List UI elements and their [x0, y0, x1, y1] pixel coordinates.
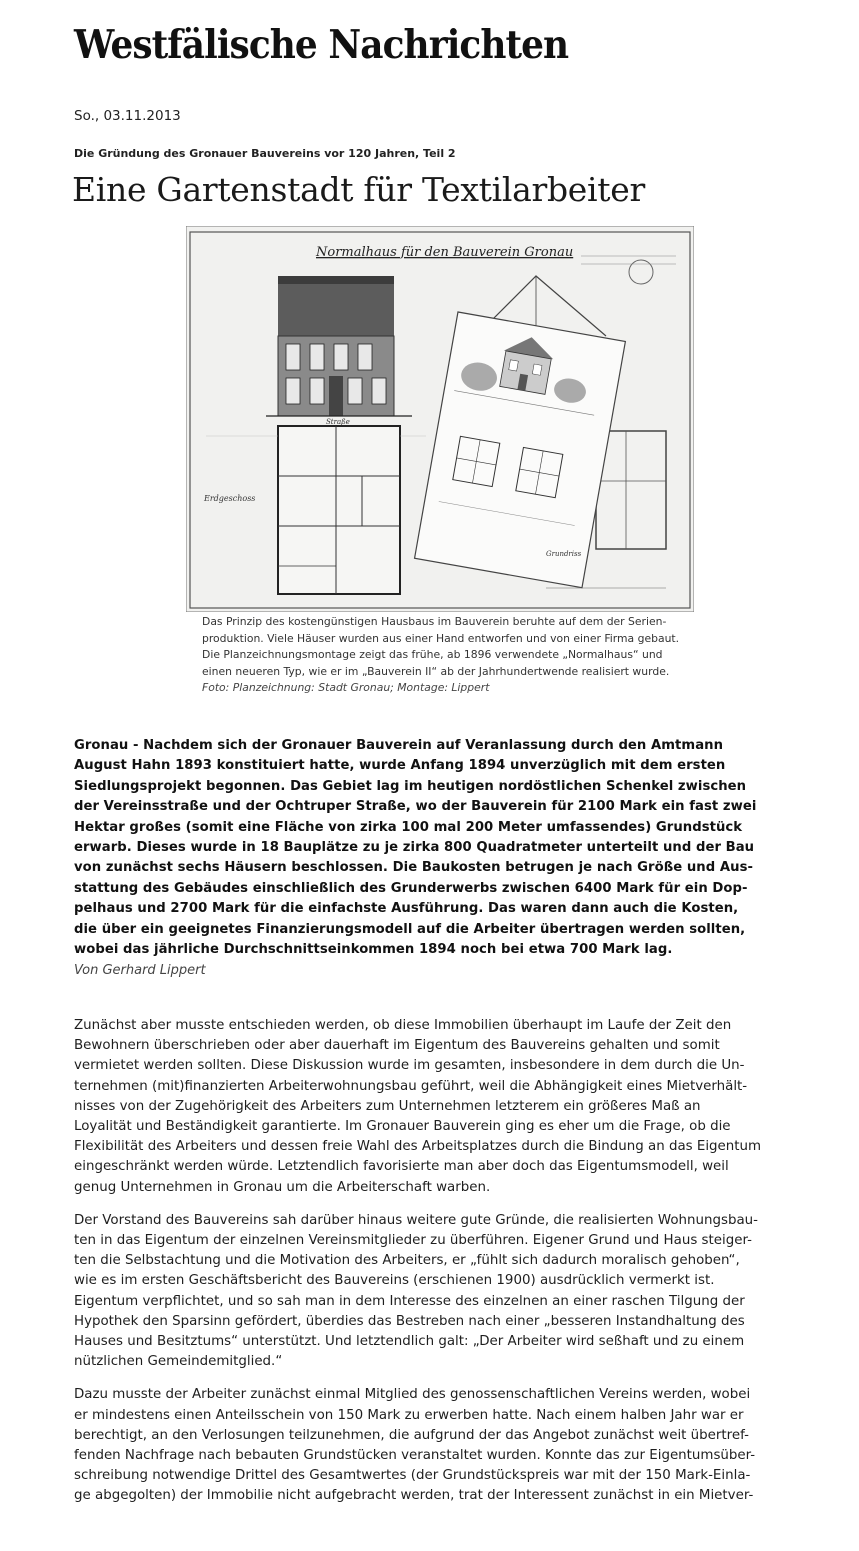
masthead: Westfälische Nachrichten — [74, 22, 569, 68]
architectural-drawing-image — [186, 226, 694, 612]
lead-line: wobei das jährliche Durchschnittseinkommen 1894 noch bei etwa 700 Mark lag. — [74, 942, 673, 958]
lead-line: pelhaus und 2700 Mark für die einfachste Ausführung. Das waren dann auch die Kosten, — [74, 901, 739, 917]
body-line: genug Unternehmen in Gronau um die Arbeiterschaft warben. — [74, 1179, 491, 1195]
body-line: Loyalität und Beständigkeit garantierte. Im Gronauer Bauverein ging es eher um die Frage, ob die — [74, 1119, 731, 1135]
body-paragraph-1 — [74, 1016, 804, 1198]
lead-line: Siedlungsprojekt begonnen. Das Gebiet lag im heutigen nordöstlichen Schenkel zwischen — [74, 778, 747, 794]
caption-line: Das Prinzip des kostengünstigen Hausbaus im Bauverein beruhte auf dem der Serien- — [202, 615, 667, 628]
lead-line: der Vereinsstraße und der Ochtruper Straße, wo der Bauverein für 2100 Mark ein fast zwei — [74, 799, 757, 815]
article-date: So., 03.11.2013 — [74, 108, 181, 124]
body-line: ge abgegolten) der Immobilie nicht aufgebracht werden, trat der Interessent zunächst in ein Mietver- — [74, 1488, 754, 1504]
body-line: schreibung notwendige Drittel des Gesamtwertes (der Grundstückspreis war mit der 150 Mark-Einla- — [74, 1468, 751, 1484]
body-line: berechtigt, an den Verlosungen teilzunehmen, die aufgrund der das Angebot zunächst weit übertref- — [74, 1427, 749, 1443]
photo-credit: Foto: Planzeichnung: Stadt Gronau; Montage: Lippert — [202, 681, 490, 695]
body-line: ten in das Eigentum der einzelnen Vereinsmitglieder zu überführen. Eigener Grund und Haus steiger- — [74, 1233, 752, 1249]
lead-line: stattung des Gebäudes einschließlich des Grunderwerbs zwischen 6400 Mark für ein Dop- — [74, 880, 748, 896]
body-line: nützlichen Gemeindemitglied.“ — [74, 1354, 283, 1370]
body-line: vermietet werden sollten. Diese Diskussion wurde im gesamten, insbesondere in dem durch die Un- — [74, 1058, 745, 1074]
lead-line: die über ein geeignetes Finanzierungsmodell auf die Arbeiter übertragen werden sollten, — [74, 921, 746, 937]
lead-line: von zunächst sechs Häusern beschlossen. Die Baukosten betrugen je nach Größe und Aus- — [74, 860, 753, 876]
drawing-title: Normalhaus für den Bauverein Gronau — [316, 245, 574, 260]
figure-caption — [202, 614, 702, 697]
body-line: ten die Selbstachtung und die Motivation des Arbeiters, er „fühlt sich dadurch moralisch gehoben“, — [74, 1253, 740, 1269]
body-line: Hypothek den Sparsinn gefördert, überdies das Bestreben nach einer „besseren Instandhaltung des — [74, 1313, 745, 1329]
label-strasse: Straße — [326, 418, 350, 426]
lead-line: Hektar großes (somit eine Fläche von zirka 100 mal 200 Meter umfassendes) Grundstück — [74, 819, 743, 835]
lead-line: August Hahn 1893 konstituiert hatte, wurde Anfang 1894 unverzüglich mit dem ersten — [74, 758, 726, 774]
lead-line: Gronau - Nachdem sich der Gronauer Bauverein auf Veranlassung durch den Amtmann — [74, 738, 724, 753]
body-line: Flexibilität des Arbeiters und dessen freie Wahl des Arbeitsplatzes durch die Bindung an das Eigentum — [74, 1139, 762, 1155]
body-paragraph-3 — [74, 1385, 804, 1506]
caption-line: einen neueren Typ, wie er im „Bauverein II“ ab der Jahrhundertwende realisiert wurde. — [202, 664, 670, 678]
article-body — [74, 1016, 804, 1520]
body-line: Der Vorstand des Bauvereins sah darüber hinaus weitere gute Gründe, die realisierten Wohnungsbau- — [74, 1212, 758, 1228]
body-line: Hauses und Besitztums“ unterstützt. Und letztendlich galt: „Der Arbeiter wird seßhaft und zu einem — [74, 1334, 745, 1350]
body-line: ternehmen (mit)finanzierten Arbeiterwohnungsbau geführt, weil die Abhängigkeit eines Mietverhält- — [74, 1078, 748, 1094]
headline: Eine Gartenstadt für Textilarbeiter — [72, 170, 645, 209]
body-line: er mindestens einen Anteilsschein von 150 Mark zu erwerben hatte. Nach einem halben Jahr war er — [74, 1407, 744, 1423]
body-line: Bewohnern überschrieben oder aber dauerhaft im Eigentum des Bauvereins gehalten und somit — [74, 1038, 720, 1054]
body-line: Eigentum verpflichtet, und so sah man in dem Interesse des einzelnen an einer raschen Tilgung der — [74, 1293, 745, 1309]
caption-line: Die Planzeichnungsmontage zeigt das frühe, ab 1896 verwendete „Normalhaus“ und — [202, 648, 663, 662]
label-erdgeschoss: Erdgeschoss — [204, 494, 256, 503]
kicker: Die Gründung des Gronauer Bauvereins vor 120 Jahren, Teil 2 — [74, 147, 456, 160]
label-grundriss: Grundriss — [546, 550, 582, 558]
body-paragraph-2 — [74, 1211, 804, 1373]
byline: Von Gerhard Lippert — [74, 963, 206, 978]
lead-paragraph — [74, 736, 796, 960]
body-line: eingeschränkt werden würde. Letztendlich favorisierte man aber doch das Eigentumsmodell, weil — [74, 1159, 729, 1175]
body-line: Zunächst aber musste entschieden werden, ob diese Immobilien überhaupt im Laufe der Zeit den — [74, 1018, 732, 1033]
body-line: wie es im ersten Geschäftsbericht des Bauvereins (erschienen 1900) ausdrücklich vermerkt ist. — [74, 1273, 715, 1289]
body-line: nisses von der Zugehörigkeit des Arbeiters zum Unternehmen letzterem ein größeres Maß an — [74, 1098, 701, 1114]
body-line: Dazu musste der Arbeiter zunächst einmal Mitglied des genossenschaftlichen Vereins werden, wobei — [74, 1387, 751, 1403]
body-line: fenden Nachfrage nach bebauten Grundstücken veranstaltet wurden. Konnte das zur Eigentumsüber- — [74, 1448, 756, 1464]
caption-line: produktion. Viele Häuser wurden aus einer Hand entworfen und von einer Firma gebaut. — [202, 631, 680, 645]
lead-line: erwarb. Dieses wurde in 18 Bauplätze zu je zirka 800 Quadratmeter unterteilt und der Bau — [74, 840, 755, 856]
